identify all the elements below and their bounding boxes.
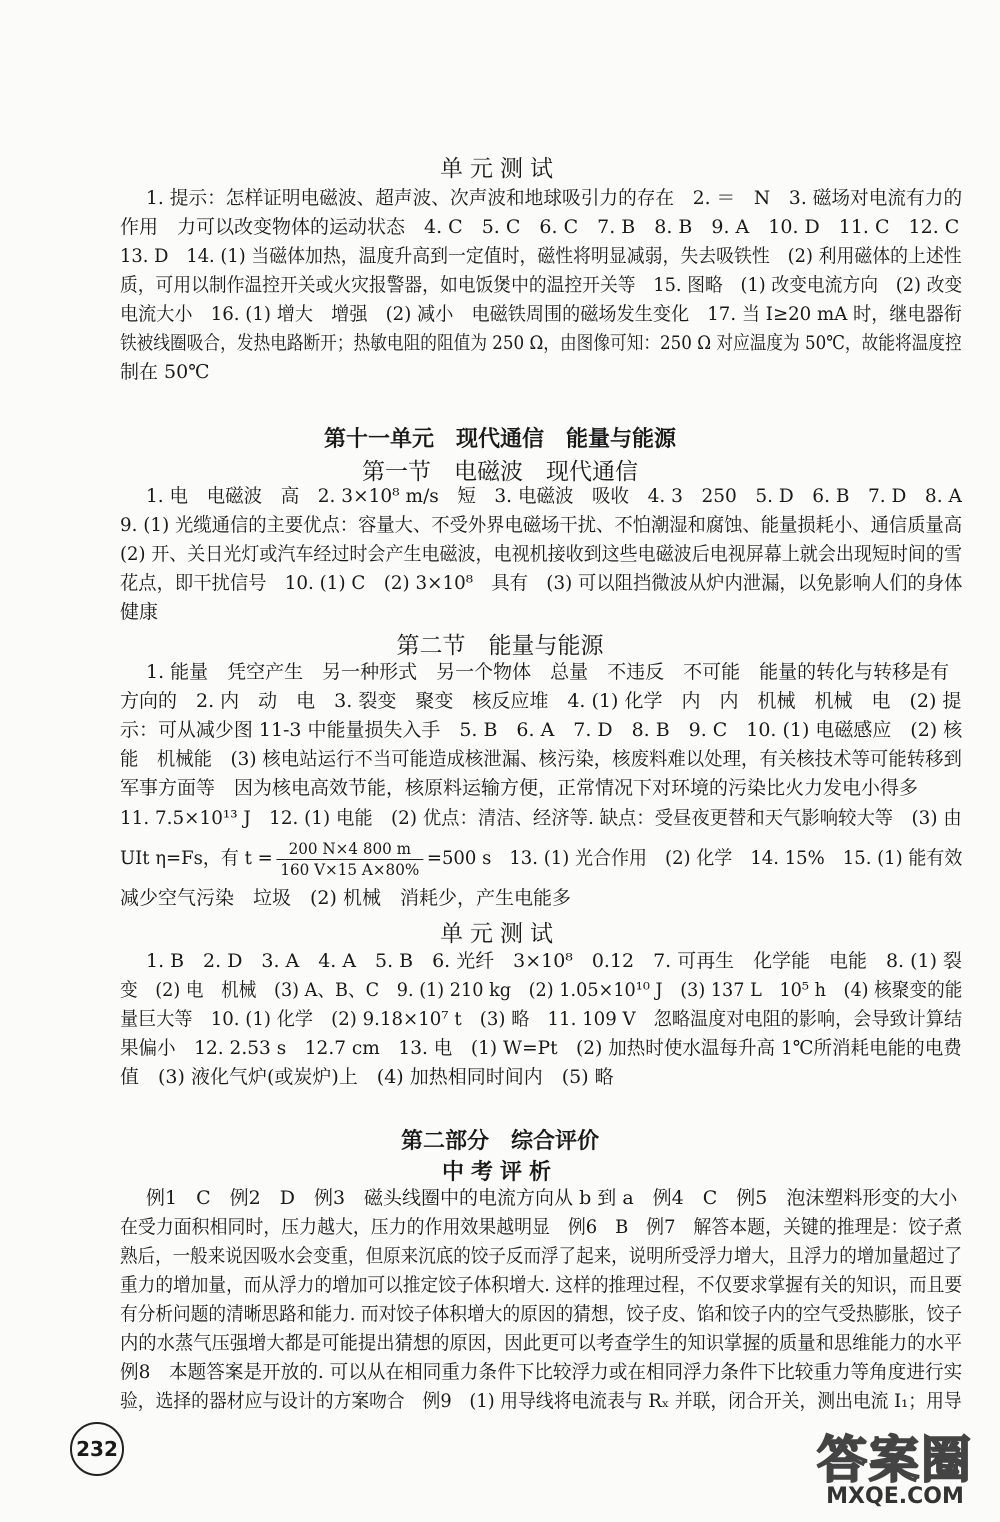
text-line: 1. 能量 凭空产生 另一种形式 另一个物体 总量 不违反 不可能 能量的转化与转移是有 [146, 661, 950, 683]
text-line: 值 (3) 液化气炉(或炭炉)上 (4) 加热相同时间内 (5) 略 [120, 1066, 614, 1088]
text-line: 健康 [120, 601, 159, 623]
text-line: 9. (1) 光缆通信的主要优点：容量大、不受外界电磁场干扰、不怕潮湿和腐蚀、能量损耗小、通信质量高 [120, 514, 963, 536]
text-line: 重力的增加量，而从浮力的增加可以推定饺子体积增大. 这样的推理过程，不仅要求掌握有关的知识，而且要 [120, 1274, 963, 1296]
text-line: 内的水蒸气压强增大都是可能提出猜想的原因，因此更可以考查学生的知识掌握的质量和思维能力的水平 [120, 1332, 963, 1354]
text-line: 果偏小 12. 2.53 s 12.7 cm 13. 电 (1) W=Pt (2) 加热时使水温每升高 1℃所消耗电能的电费 [120, 1037, 962, 1059]
section-heading: 第一节 电磁波 现代通信 [362, 459, 638, 485]
formula-suffix: =500 s 13. (1) 光合作用 (2) 化学 14. 15% 15. (1) 能有效 [426, 847, 963, 869]
part-title: 第二部分 综合评价 [400, 1129, 599, 1154]
text-line: 在受力面积相同时，压力越大，压力的作用效果越明显 例6 B 例7 解答本题，关键的推理是：饺子煮 [120, 1216, 963, 1238]
text-line: 变 (2) 电 机械 (3) A、B、C 9. (1) 210 kg (2) 1.05×10¹⁰ J (3) 137 L 10⁵ h (4) 核聚变的能 [120, 979, 963, 1001]
text-line: 作用 力可以改变物体的运动状态 4. C 5. C 6. C 7. B 8. B 9. A 10. D 11. C 12. C [120, 216, 960, 238]
page-number: 232 [70, 1422, 124, 1476]
text-line: 军事方面等 因为核电高效节能，核原料运输方便，正常情况下对环境的污染比火力发电小得多 [120, 777, 919, 799]
text-line: 制在 50℃ [120, 361, 210, 383]
text-line: 熟后，一般来说因吸水会变重，但原来沉底的饺子反而浮了起来，说明所受浮力增大，且浮力的增加量超过了 [120, 1245, 963, 1267]
text-line: 1. 提示：怎样证明电磁波、超声波、次声波和地球吸引力的存在 2. ＝ N 3. 磁场对电流有力的 [146, 187, 963, 209]
watermark-title: 答案圈 [817, 1431, 973, 1489]
formula-fraction [277, 839, 424, 880]
text-line: 花点，即干扰信号 10. (1) C (2) 3×10⁸ 具有 (3) 可以阻挡微波从炉内泄漏，以免影响人们的身体 [120, 572, 963, 594]
text-line: 1. 电 电磁波 高 2. 3×10⁸ m/s 短 3. 电磁波 吸收 4. 3 250 5. D 6. B 7. D 8. A [146, 485, 962, 507]
section-title-unit-test: 单元测试 [440, 921, 560, 947]
text-line: 例8 本题答案是开放的. 可以从在相同重力条件下比较浮力或在相同浮力条件下比较重力等角度进行实 [120, 1361, 963, 1383]
text-line: 减少空气污染 垃圾 (2) 机械 消耗少，产生电能多 [120, 887, 571, 909]
text-line: 电流大小 16. (1) 增大 增强 (2) 减小 电磁铁周围的磁场发生变化 17. 当 I≥20 mA 时，继电器衔 [120, 303, 962, 325]
text-line: 1. B 2. D 3. A 4. A 5. B 6. 光纤 3×10⁸ 0.12 7. 可再生 化学能 电能 8. (1) 裂 [146, 950, 963, 972]
formula-line [120, 836, 962, 882]
text-line: 13. D 14. (1) 当磁体加热，温度升高到一定值时，磁性将明显减弱，失去吸铁性 (2) 利用磁体的上述性 [120, 245, 962, 267]
text-line: 示：可从减少图 11-3 中能量损失入手 5. B 6. A 7. D 8. B 9. C 10. (1) 电磁感应 (2) 核 [120, 719, 963, 741]
text-line: 11. 7.5×10¹³ J 12. (1) 电能 (2) 优点：清洁、经济等. 缺点：受昼夜更替和天气影响较大等 (3) 由 [120, 807, 962, 829]
text-line: 有分析问题的清晰思路和能力. 而对饺子体积增大的原因的猜想，饺子皮、馅和饺子内的空气受热膨胀，饺子 [120, 1303, 963, 1325]
text-line: (2) 开、关日光灯或汽车经过时会产生电磁波，电视机接收到这些电磁波后电视屏幕上就会出现短时间的雪 [120, 543, 962, 565]
section-title-unit-test: 单元测试 [440, 156, 560, 182]
text-line: 量巨大等 10. (1) 化学 (2) 9.18×10⁷ t (3) 略 11. 109 V 忽略温度对电阻的影响，会导致计算结 [120, 1008, 963, 1030]
text-line: 质，可用以制作温控开关或火灾报警器，如电饭煲中的温控开关等 15. 图略 (1) 改变电流方向 (2) 改变 [120, 274, 963, 296]
formula-prefix: UIt η=Fs，有 t = [120, 847, 273, 869]
section-heading: 第二节 能量与能源 [396, 633, 604, 659]
text-line: 方向的 2. 内 动 电 3. 裂变 聚变 核反应堆 4. (1) 化学 内 内 机械 机械 电 (2) 提 [120, 690, 962, 712]
text-line: 验，选择的器材应与设计的方案吻合 例9 (1) 用导线将电流表与 Rₓ 并联，闭合开关，测出电流 I₁；用导 [120, 1390, 962, 1412]
text-line: 例1 C 例2 D 例3 磁头线圈中的电流方向从 b 到 a 例4 C 例5 泡沫塑料形变的大小 [146, 1187, 958, 1209]
fraction-numerator: 200 N×4 800 m [277, 839, 424, 860]
watermark-url: MXQE.COM [826, 1484, 964, 1509]
section-heading: 中考评析 [441, 1160, 558, 1185]
text-line: 铁被线圈吸合，发热电路断开；热敏电阻的阻值为 250 Ω，由图像可知：250 Ω 对应温度为 50℃，故能将温度控 [120, 332, 962, 354]
text-line: 能 机械能 (3) 核电站运行不当可能造成核泄漏、核污染，核废料难以处理，有关核技术等可能转移到 [120, 748, 962, 770]
fraction-denominator: 160 V×15 A×80% [280, 859, 420, 879]
watermark-logo [800, 1420, 990, 1515]
unit-title: 第十一单元 现代通信 能量与能源 [323, 427, 676, 452]
